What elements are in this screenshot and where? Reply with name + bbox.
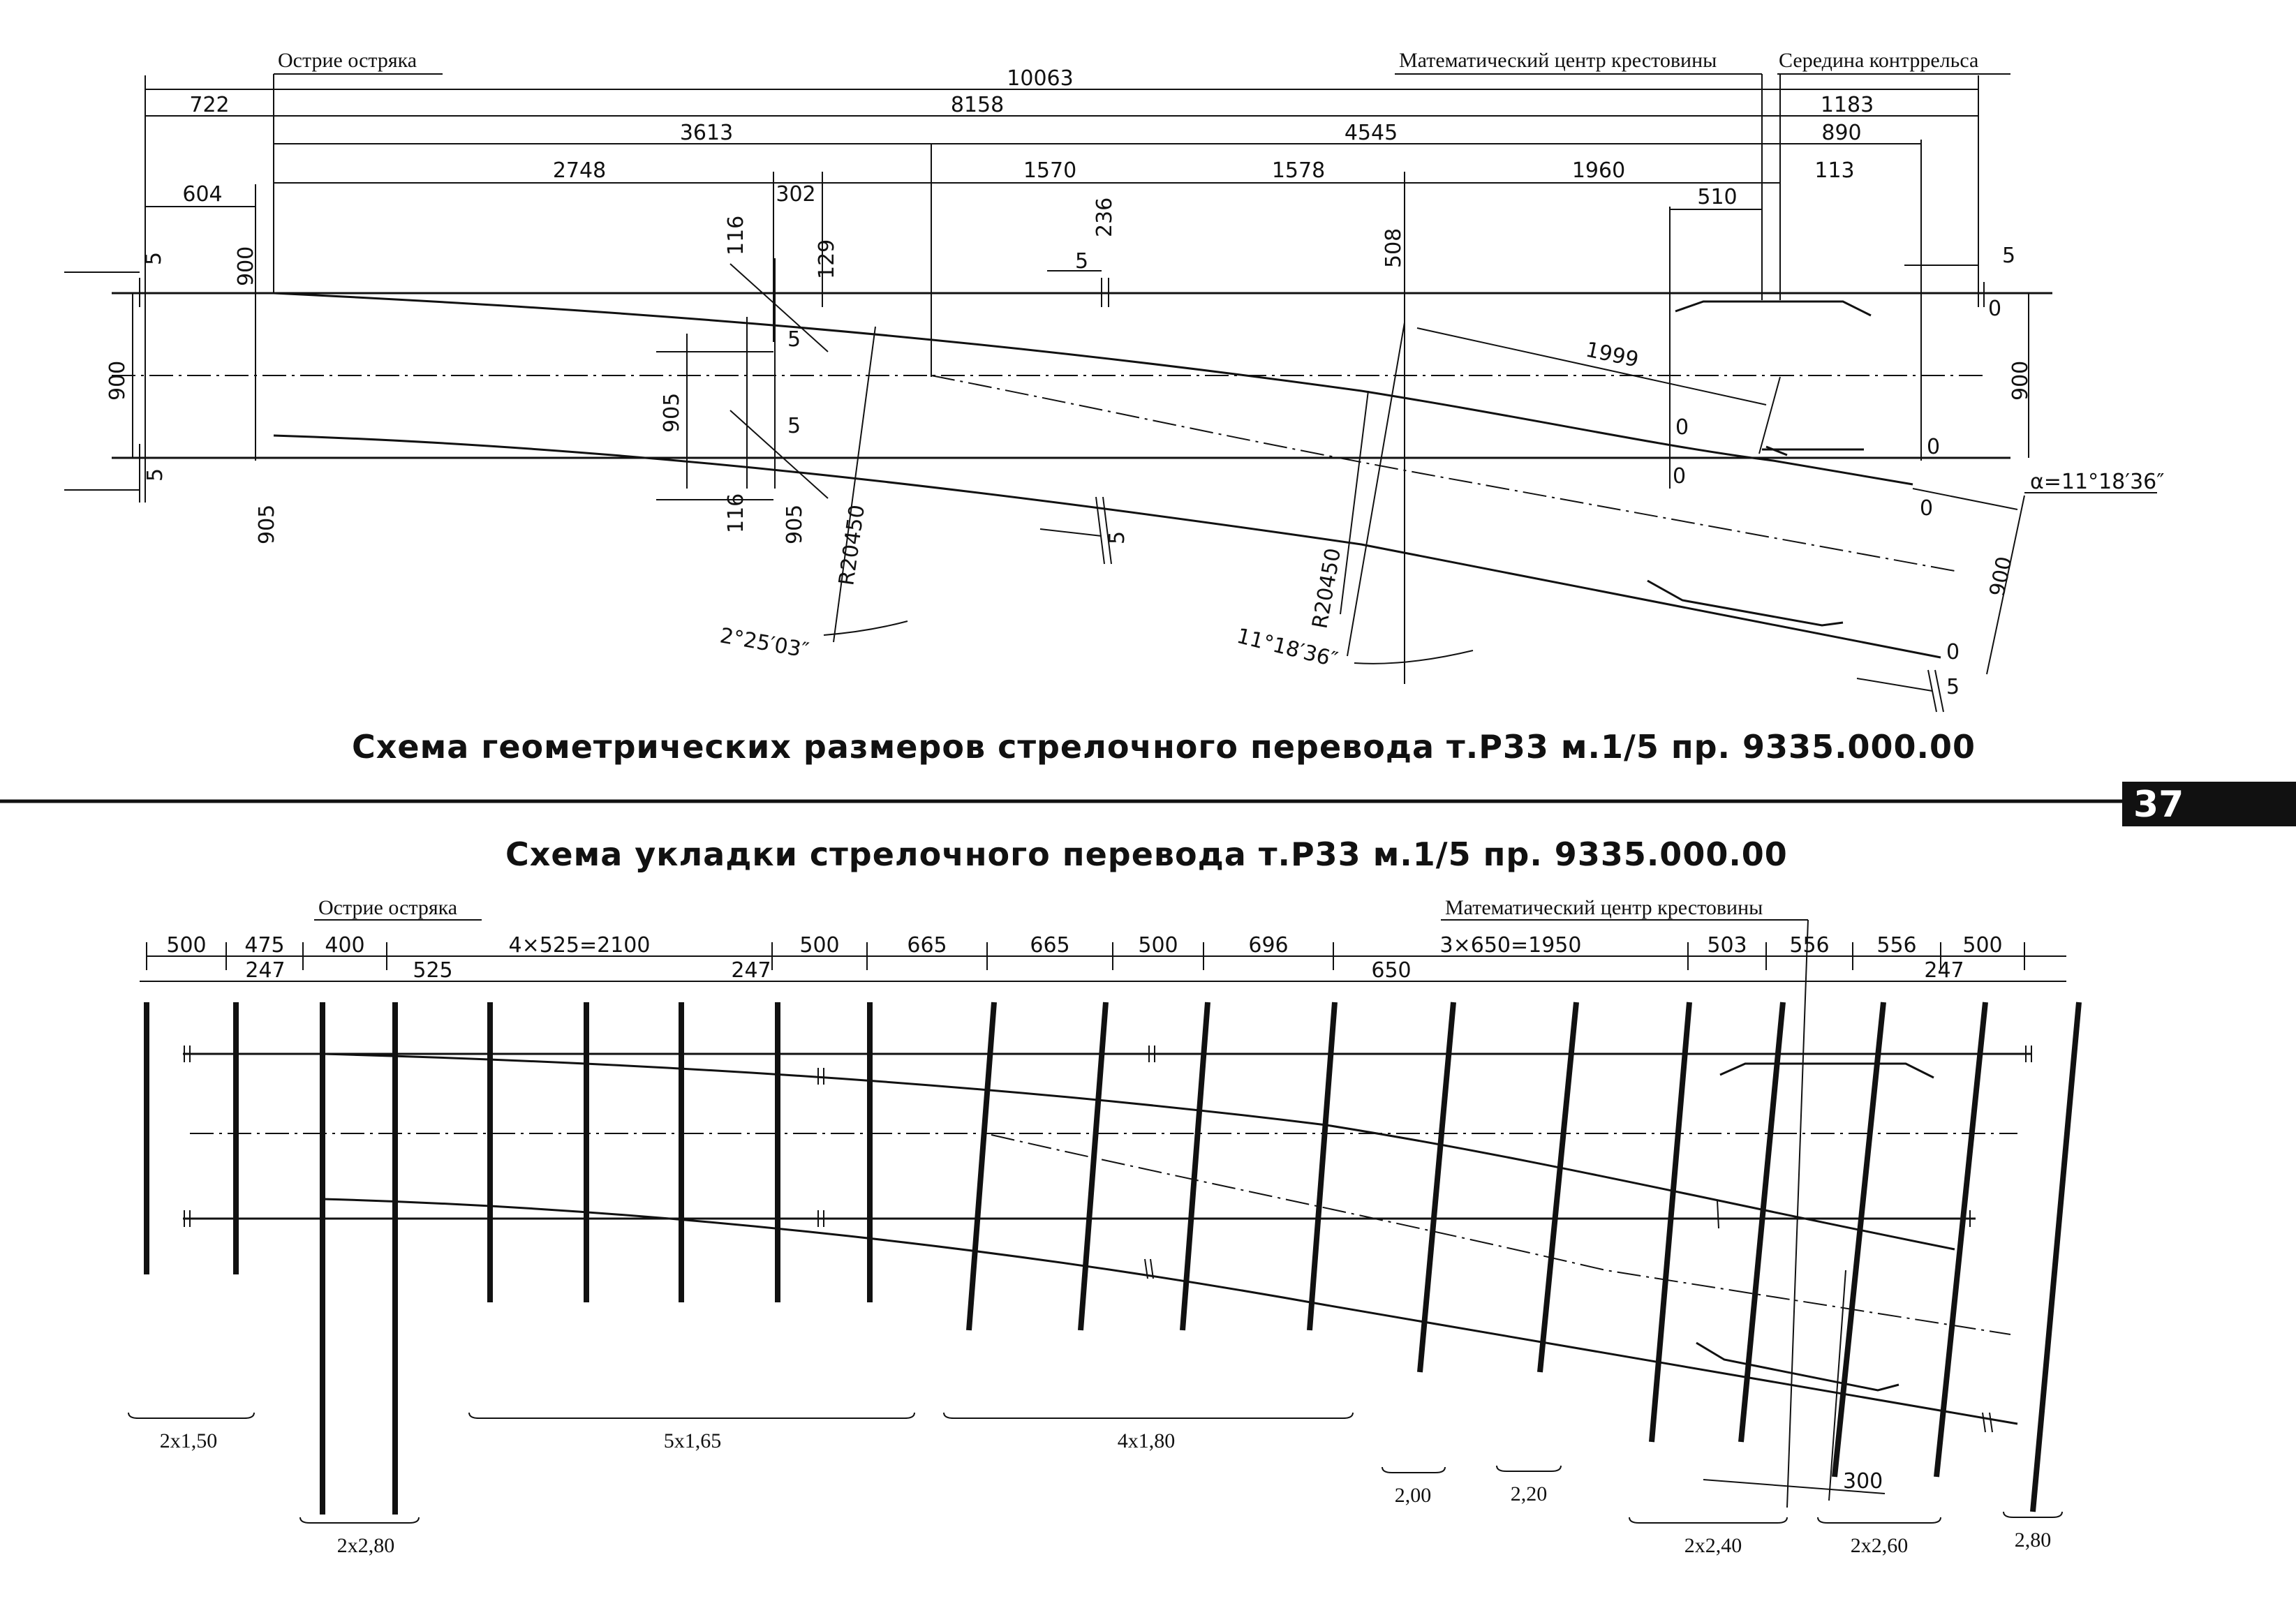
tick: [1103, 497, 1111, 564]
tie-group-label: 2,80: [2014, 1528, 2052, 1552]
spacing-label: 500: [799, 933, 840, 958]
label-guard-rail: Середина контррельса: [1779, 49, 1979, 72]
frog-point: [1766, 447, 1787, 455]
spacing-label: 4×525=2100: [508, 933, 651, 958]
closure-rail-curve: [274, 436, 1941, 657]
spacing-label: 500: [166, 933, 207, 958]
dim-604: 604: [182, 182, 223, 207]
tie-group-label: 5x1,65: [663, 1429, 722, 1452]
zero-5: 0: [1920, 496, 1934, 521]
tie-group-label: 2x2,60: [1850, 1534, 1909, 1557]
gap-5-a: 5: [142, 251, 166, 265]
tie-brace: [1497, 1466, 1561, 1471]
guard-rail-top: [1720, 1064, 1934, 1078]
bottom-title: Схема укладки стрелочного перевода т.Р33 м.1/5 пр. 9335.000.00: [505, 835, 1788, 873]
alpha-label: α=11°18′36″: [2030, 470, 2165, 494]
switch-rail-curve: [323, 1054, 1955, 1249]
top-diagram: [64, 49, 2164, 766]
joint-mark: [1990, 1413, 1992, 1432]
tie-brace: [1629, 1517, 1787, 1523]
spacing-label: 556: [1876, 933, 1917, 958]
spacing-label: 475: [244, 933, 285, 958]
tie-brace: [128, 1413, 254, 1418]
tick: [1096, 497, 1104, 564]
spacing-label: 525: [413, 958, 453, 983]
tie-brace: [469, 1413, 914, 1418]
dim-1578: 1578: [1271, 158, 1326, 183]
spacing-label: 500: [1962, 933, 2003, 958]
tie-brace: [300, 1517, 419, 1523]
bottom-diagram: [128, 835, 2079, 1557]
tie: [1310, 1002, 1335, 1330]
tie-group-label: 2x2,40: [1684, 1534, 1742, 1557]
tie-group-label: 4x1,80: [1117, 1429, 1176, 1452]
spacing-label: 500: [1138, 933, 1178, 958]
tie-group-label: 2x1,50: [159, 1429, 218, 1452]
arc: [1354, 650, 1473, 664]
spacing-label: 247: [245, 958, 286, 983]
guard-rail-top: [1675, 302, 1871, 315]
dim-116-top: 116: [724, 215, 748, 255]
spacing-label: 665: [1030, 933, 1070, 958]
spacing-row2: [245, 958, 1964, 983]
tie: [969, 1002, 994, 1330]
dim-905-low: 905: [783, 504, 807, 544]
joint-mark: [1983, 1413, 1985, 1432]
tie: [1741, 1002, 1783, 1442]
label-switch-point-bottom: Острие остряка: [318, 896, 458, 919]
dim-1570: 1570: [1023, 158, 1077, 183]
gap-5-e: 5: [1075, 249, 1089, 274]
gap-5-h: 5: [787, 414, 801, 438]
gap-5-g: 5: [787, 327, 801, 352]
dim-113: 113: [1814, 158, 1855, 183]
spacing-label: 650: [1371, 958, 1412, 983]
tie-brace: [1382, 1467, 1445, 1473]
extension-line: [1787, 920, 1808, 1508]
spacing-label: 400: [325, 933, 365, 958]
dim-10063: 10063: [1007, 66, 1074, 91]
gap-arrow: [1857, 678, 1932, 691]
tie-group-label: 2x2,80: [336, 1534, 395, 1557]
gap-5-b: 5: [143, 468, 168, 482]
dim-890: 890: [1821, 121, 1862, 145]
tie: [1540, 1002, 1576, 1372]
dim-diag: [730, 410, 828, 498]
dim-722: 722: [189, 93, 230, 117]
dim-8158: 8158: [950, 93, 1005, 117]
spacing-label: 665: [907, 933, 947, 958]
spacing-label: 556: [1789, 933, 1830, 958]
zero-3: 0: [1673, 464, 1687, 489]
angle-2: 11°18′36″: [1234, 623, 1340, 673]
dim-1999: 1999: [1583, 337, 1641, 373]
angle-1: 2°25′03″: [718, 623, 811, 664]
tie: [1652, 1002, 1689, 1442]
dim-line: [1340, 391, 1368, 614]
top-title: Схема геометрических размеров стрелочного перевода т.Р33 м.1/5 пр. 9335.000.00: [352, 728, 1976, 766]
dim-510: 510: [1697, 185, 1738, 209]
spacing-label: 247: [1924, 958, 1964, 983]
dim-905-left: 905: [255, 504, 279, 544]
dim-302: 302: [776, 182, 816, 207]
gap-5-d: 5: [1946, 675, 1960, 699]
label-math-center-bottom: Математический центр крестовины: [1445, 896, 1763, 919]
tie-brace: [1818, 1517, 1941, 1523]
switch-rail-curve: [274, 293, 1913, 484]
zero-1: 0: [1988, 297, 2002, 321]
dim-900-diag: 900: [1985, 554, 2017, 599]
tie: [1420, 1002, 1453, 1372]
gap-arrow: [1040, 529, 1102, 536]
dim-1960: 1960: [1571, 158, 1626, 183]
dim-2748: 2748: [552, 158, 607, 183]
dim-4545: 4545: [1344, 121, 1398, 145]
page-number: 37: [2133, 784, 2184, 826]
radius-2: R20450: [1308, 546, 1347, 631]
dim-1183: 1183: [1820, 93, 1874, 117]
guard-rail-bottom: [1696, 1343, 1899, 1390]
tie: [1936, 1002, 1985, 1477]
zero-4: 0: [1927, 435, 1941, 459]
dim-900-a: 900: [234, 246, 258, 286]
dim-line: [1759, 377, 1780, 454]
dim-129: 129: [815, 239, 839, 279]
dim-900-left: 900: [105, 360, 130, 401]
radius-1: R20450: [834, 503, 871, 588]
tie: [1835, 1002, 1883, 1477]
zero-2: 0: [1675, 415, 1689, 440]
gap-5-c: 5: [2002, 244, 2016, 268]
tie-group-label: 2,00: [1394, 1484, 1432, 1507]
tie: [2033, 1002, 2079, 1512]
spacing-label: 247: [731, 958, 771, 983]
spacing-label: 503: [1707, 933, 1747, 958]
gap-5-f: 5: [1105, 530, 1130, 544]
dim-900-right: 900: [2008, 360, 2033, 401]
dim-236: 236: [1093, 197, 1117, 237]
tie-group-label: 2,20: [1510, 1482, 1548, 1505]
dim-300: 300: [1843, 1469, 1883, 1494]
tie: [1081, 1002, 1106, 1330]
tick: [1935, 670, 1943, 712]
dim-905-mid: 905: [660, 392, 684, 433]
tie-brace: [2004, 1512, 2062, 1517]
zero-6: 0: [1946, 640, 1960, 664]
label-math-center-top: Математический центр крестовины: [1399, 49, 1717, 72]
tie-brace: [944, 1413, 1353, 1418]
joint-mark: [1717, 1200, 1719, 1228]
dim-diag: [730, 264, 828, 352]
dim-line: [834, 327, 875, 642]
dim-3613: 3613: [679, 121, 734, 145]
dim-116-bot: 116: [724, 493, 748, 533]
label-switch-point-top: Острие остряка: [278, 49, 417, 72]
spacing-label: 3×650=1950: [1439, 933, 1582, 958]
dim-508: 508: [1382, 228, 1406, 268]
tie: [1183, 1002, 1208, 1330]
spacing-label: 696: [1248, 933, 1289, 958]
